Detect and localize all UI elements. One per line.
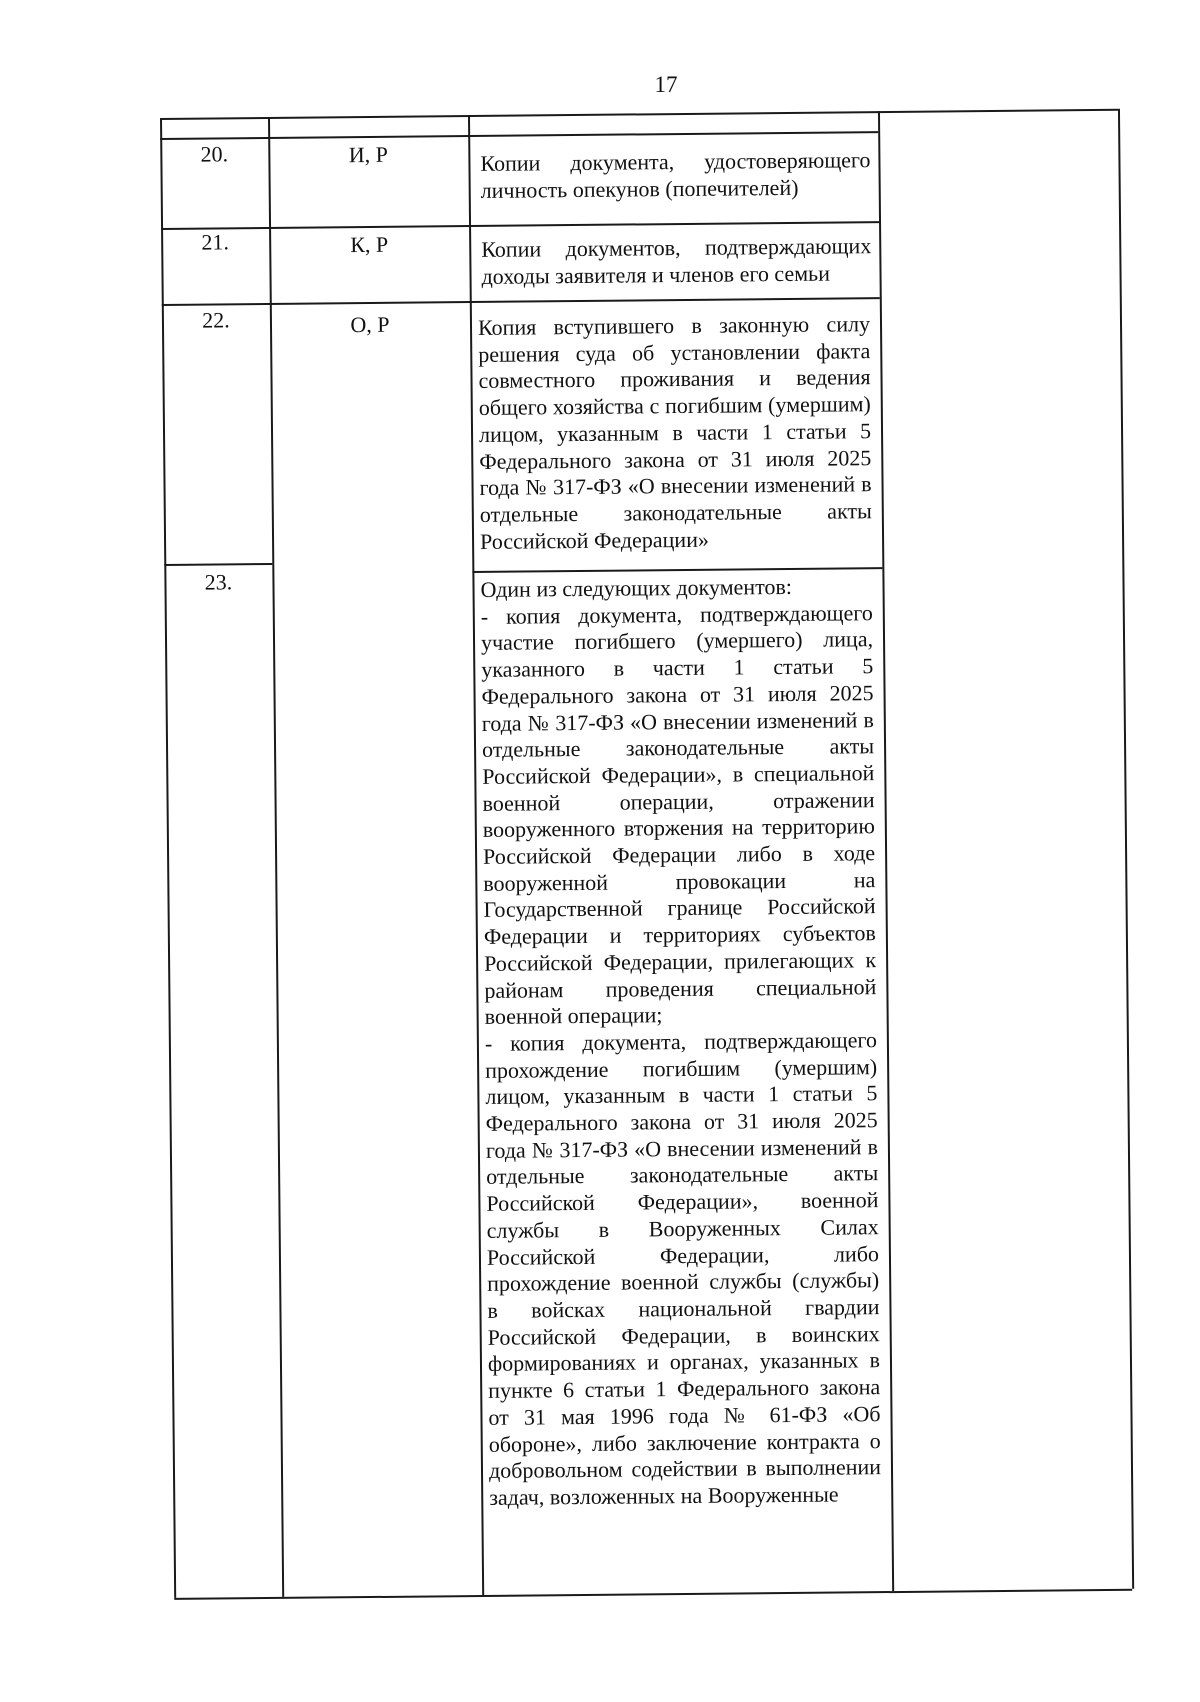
row-23-description	[480, 573, 881, 1511]
row-21-code: К, Р	[350, 231, 389, 258]
row-23-item-1: - копия документа, подтверждающего участие погибшего (умершего) лица, указанного в части 1 статьи 5 Федерального закона от 31 июля 2025 года № 317-ФЗ «О внесении изменений в отдельные законодательные акты Российской Федерации», в специальной военной операции, отражении вооруженного вторжения на территорию Российской Федерации либо в ходе вооруженной провокации на Государственной границе Российской Федерации и территориях субъектов Российской Федерации, прилегающих к районам проведения специальной военной операции;	[480, 599, 877, 1030]
row-21-number: 21.	[201, 229, 230, 255]
page-number: 17	[654, 72, 678, 97]
row-divider-22-23-number	[164, 563, 272, 566]
row-23-intro: Один из следующих документов:	[480, 573, 793, 602]
table-border-bottom	[174, 1589, 1132, 1600]
table-border-right	[1118, 109, 1134, 1589]
row-22-description: Копия вступившего в законную силу решения суда об установлении факта совместного проживания и ведения общего хозяйства с погибшим (умершим) лицом, указанным в части 1 статьи 5 Федерального закона от 31 июля 2025 года № 317-ФЗ «О внесении изменений в отдельные законодательные акты Российской Федерации»	[477, 311, 872, 554]
table-border-top	[160, 109, 1118, 120]
document-table	[160, 109, 1132, 1598]
row-21-description: Копии документов, подтверждающих доходы заявителя и членов его семьи	[481, 233, 872, 289]
table-border-left	[160, 118, 176, 1598]
row-22-code: О, Р	[350, 311, 390, 338]
column-divider-3	[878, 111, 894, 1591]
row-20-description: Копии документа, удостоверяющего личность опекунов (попечителей)	[480, 147, 871, 203]
row-20-code: И, Р	[348, 141, 389, 168]
row-22-number: 22.	[202, 307, 230, 333]
row-23-number: 23.	[204, 569, 233, 595]
row-divider-22-23-text	[472, 567, 882, 573]
row-20-number: 20.	[200, 141, 229, 167]
row-23-item-2: - копия документа, подтверждающего прохождение погибшим (умершим) лицом, указанным в части 1 статьи 5 Федерального закона от 31 июля 2025 года № 317-ФЗ «О внесении изменений в отдельные законодательные акты Российской Федерации», военной службы в Вооруженных Силах Российской Федерации, либо прохождение военной службы (службы) в войсках национальной гвардии Российской Федерации, в воинских формированиях и органах, указанных в пункте 6 статьи 1 Федерального закона от 31 мая 1996 года № 61-ФЗ «Об обороне», либо заключение контракта о добровольном содействии в выполнении задач, возложенных на Вооруженные	[484, 1027, 882, 1510]
